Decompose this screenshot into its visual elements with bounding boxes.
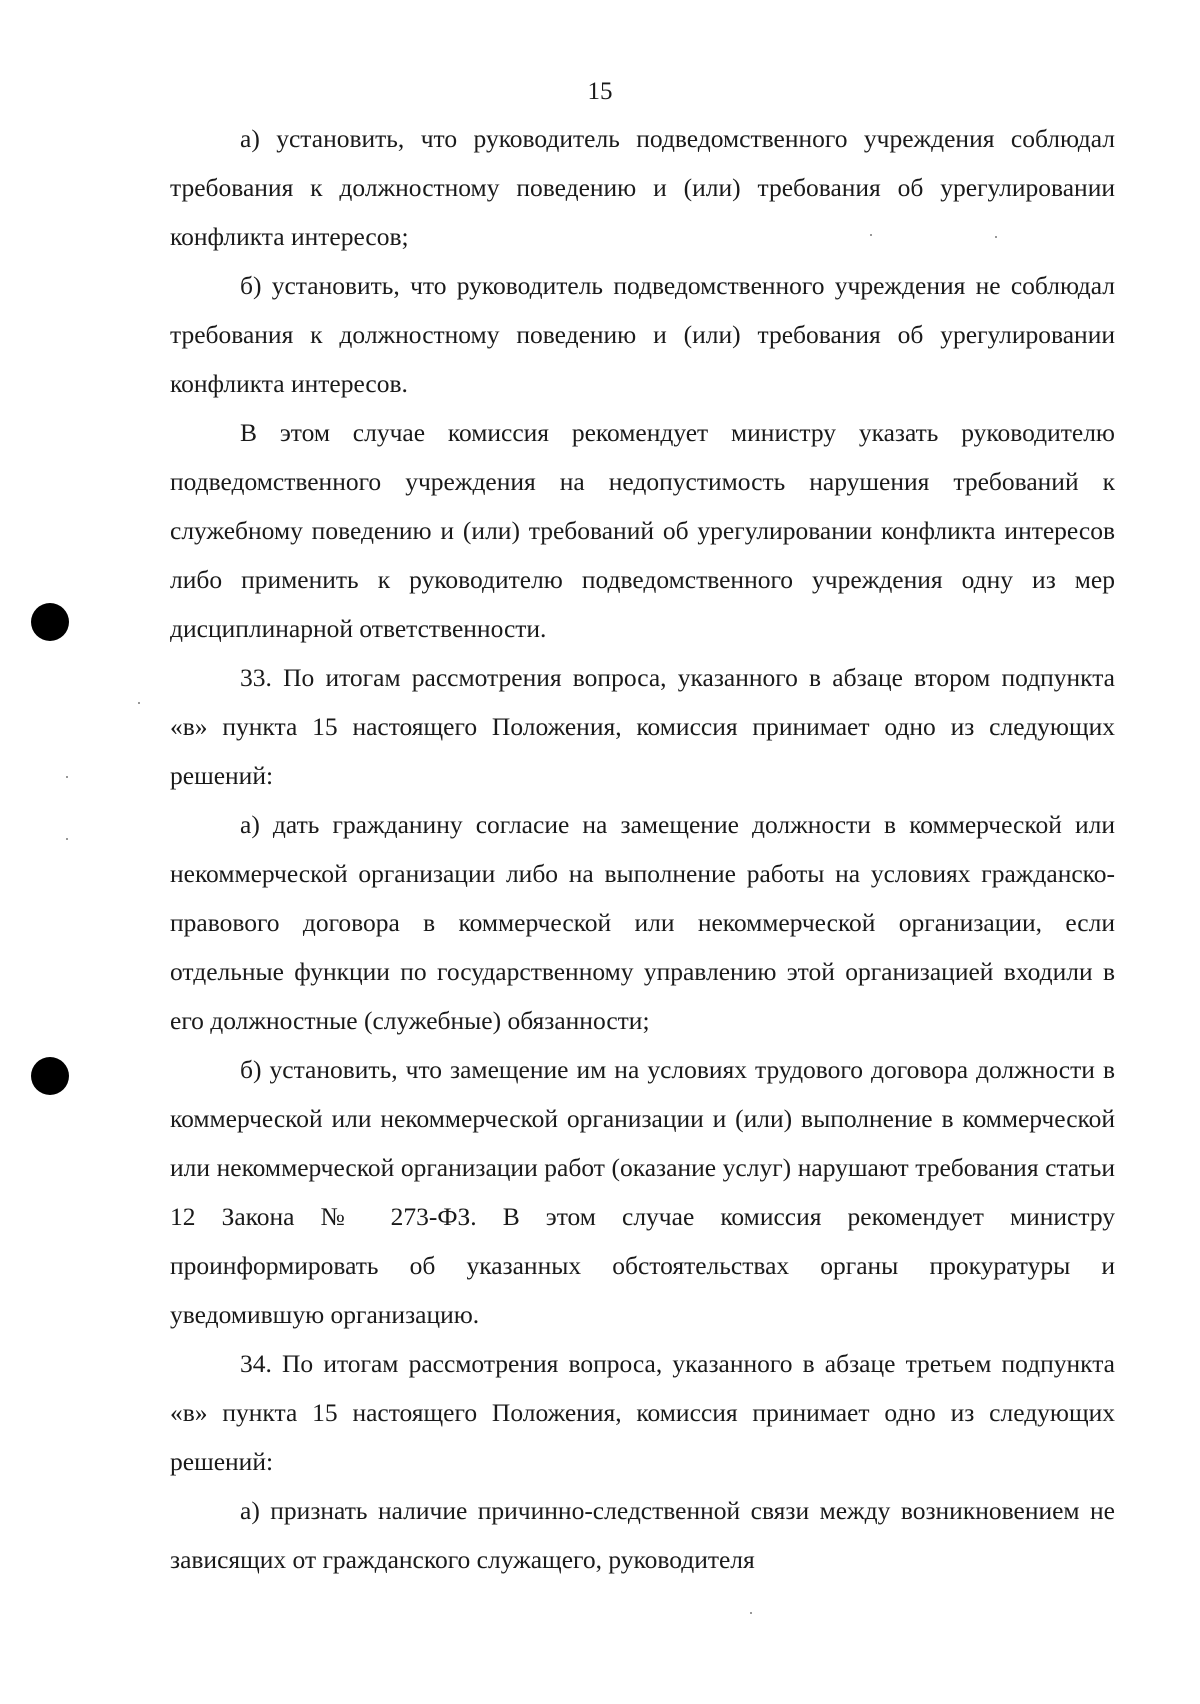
scan-speck bbox=[995, 236, 997, 238]
page-number: 15 bbox=[587, 78, 613, 105]
document-body bbox=[170, 114, 1115, 1584]
scan-speck bbox=[66, 838, 68, 840]
paragraph-item-b-not-observed: б) установить, что руководитель подведомственного учреждения не соблюдал требования к должностному поведению и (или) требования об урегулировании конфликта интересов. bbox=[170, 271, 1115, 398]
paragraph-clause-34: 34. По итогам рассмотрения вопроса, указанного в абзаце третьем подпункта «в» пункта 15 настоящего Положения, комиссия принимает одно из следующих решений: bbox=[170, 1349, 1115, 1476]
scan-speck bbox=[66, 776, 68, 778]
scan-speck bbox=[870, 234, 872, 236]
paragraph-recommendation: В этом случае комиссия рекомендует министру указать руководителю подведомственного учреждения на недопустимость нарушения требований к служебному поведению и (или) требований об урегулировании конфликта интересов либо применить к руководителю подведомственного учреждения одну из мер дисциплинарной ответственности. bbox=[170, 418, 1115, 643]
paragraph-clause-33: 33. По итогам рассмотрения вопроса, указанного в абзаце втором подпункта «в» пункта 15 настоящего Положения, комиссия принимает одно из следующих решений: bbox=[170, 663, 1115, 790]
paragraph-clause-33-item-b: б) установить, что замещение им на условиях трудового договора должности в коммерческой или некоммерческой организации и (или) выполнение в коммерческой или некоммерческой организации работ (оказание услуг) нарушают требования статьи 12 Закона № 273-ФЗ. В этом случае комиссия рекомендует министру проинформировать об указанных обстоятельствах органы прокуратуры и уведомившую организацию. bbox=[170, 1055, 1115, 1329]
paragraph-clause-34-item-a: а) признать наличие причинно-следственной связи между возникновением не зависящих от гражданского служащего, руководителя bbox=[170, 1496, 1115, 1574]
paragraph-clause-33-item-a: а) дать гражданину согласие на замещение должности в коммерческой или некоммерческой организации либо на выполнение работы на условиях гражданско-правового договора в коммерческой или некоммерческой организации, если отдельные функции по государственному управлению этой организацией входили в его должностные (служебные) обязанности; bbox=[170, 810, 1115, 1035]
scan-speck bbox=[138, 702, 140, 704]
scan-speck bbox=[750, 1612, 752, 1614]
punch-hole-mark bbox=[31, 603, 69, 641]
punch-hole-mark bbox=[31, 1057, 69, 1095]
paragraph-item-a-observed: а) установить, что руководитель подведомственного учреждения соблюдал требования к должностному поведению и (или) требования об урегулировании конфликта интересов; bbox=[170, 124, 1115, 251]
